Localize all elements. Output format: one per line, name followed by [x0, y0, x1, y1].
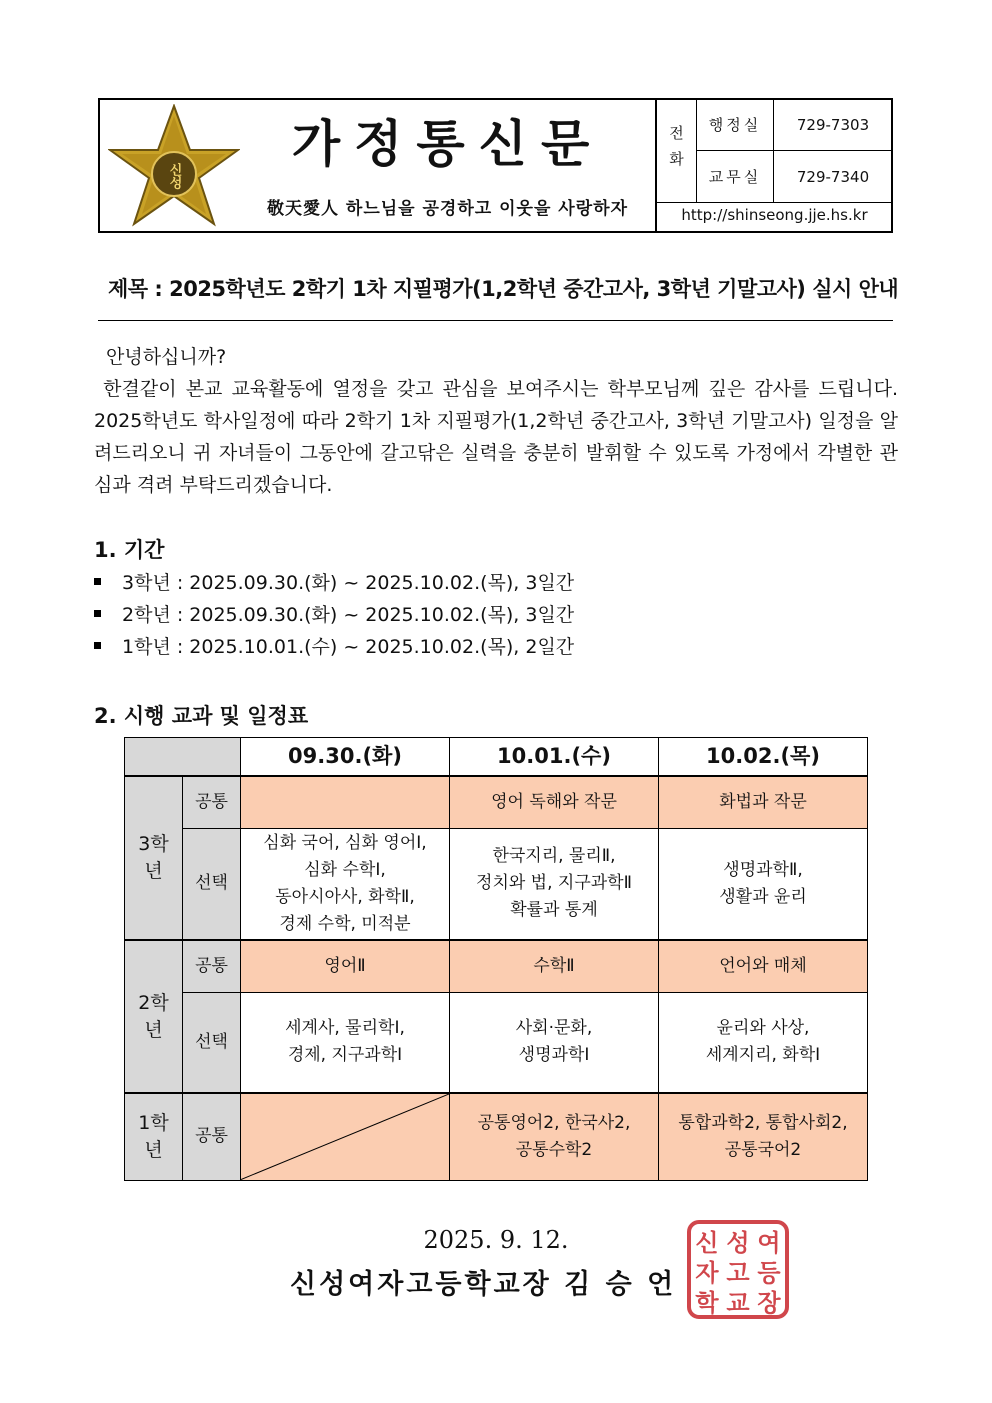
- diagonal-line-icon: [241, 1094, 449, 1180]
- issue-date: 2025. 9. 12.: [423, 1226, 569, 1254]
- svg-text:학: 학: [695, 1289, 719, 1317]
- phone-admin-office: 729-7303: [796, 116, 870, 134]
- bullet-icon: [94, 610, 101, 617]
- date-header: 09.30.(화): [241, 738, 450, 777]
- grade3-elective-cell: 심화 국어, 심화 영어Ⅰ, 심화 수학Ⅰ, 동아시아사, 화학Ⅱ, 경제 수학, 미적분: [241, 828, 450, 940]
- grade3-label: 3학 년: [125, 776, 183, 940]
- school-logo-star-icon: [108, 104, 240, 228]
- table-corner: [125, 738, 241, 777]
- dept-admin-office: 행정실: [708, 116, 762, 134]
- common-label: 공통: [183, 776, 241, 828]
- common-label: 공통: [183, 940, 241, 992]
- svg-text:신: 신: [695, 1229, 719, 1257]
- bullet-icon: [94, 578, 101, 585]
- svg-text:장: 장: [757, 1289, 781, 1317]
- grade2-label: 2학 년: [125, 940, 183, 1093]
- grade2-elective-cell: 사회·문화, 생명과학Ⅰ: [450, 992, 659, 1093]
- body-paragraph: 한결같이 본교 교육활동에 열정을 갖고 관심을 보여주시는 학부모님께 깊은 감사를 드립니다. 2025학년도 학사일정에 따라 2학기 1차 지필평가(1,2학년 중간고사, 3학년 기말고사) 일정을 알려드리오니 귀 자녀들이 그동안에 갈고닦은 실력을 충분히 발휘할 수 있도록 가정에서 각별한 관심과 격려 부탁드리겠습니다.: [94, 378, 898, 496]
- elective-label: 선택: [183, 992, 241, 1093]
- greeting: 안녕하십니까?: [106, 346, 227, 368]
- school-motto: 敬天愛人 하느님을 공경하고 이웃을 사랑하자: [266, 199, 628, 219]
- principal-signature: 신성여자고등학교장 김 승 언: [290, 1269, 677, 1300]
- dept-academic-office: 교무실: [708, 168, 762, 186]
- header-divider: [655, 202, 893, 203]
- schedule-table: [124, 737, 868, 1181]
- subject-rule: [98, 320, 893, 321]
- svg-text:교: 교: [726, 1289, 750, 1317]
- date-header: 10.01.(수): [450, 738, 659, 777]
- logo-text: 신성: [166, 163, 182, 189]
- grade3-elective-cell: 한국지리, 물리Ⅱ, 정치와 법, 지구과학Ⅱ 확률과 통계: [450, 828, 659, 940]
- grade2-common-cell: 언어와 매체: [659, 940, 868, 992]
- elective-label: 선택: [183, 828, 241, 940]
- svg-text:성: 성: [726, 1229, 750, 1257]
- official-seal-icon: [685, 1218, 791, 1321]
- grade2-common-cell: 수학Ⅱ: [450, 940, 659, 992]
- grade1-common-cell: 공통영어2, 한국사2, 공통수학2: [450, 1093, 659, 1180]
- school-url[interactable]: http://shinseong.jje.hs.kr: [681, 206, 868, 224]
- document-title: 가정통신문: [291, 114, 604, 173]
- grade3-common-cell: 화법과 작문: [659, 776, 868, 828]
- grade3-common-cell: [241, 776, 450, 828]
- grade2-elective-cell: 윤리와 사상, 세계지리, 화학Ⅰ: [659, 992, 868, 1093]
- grade1-label: 1학 년: [125, 1093, 183, 1180]
- svg-text:자: 자: [695, 1259, 719, 1287]
- date-header: 10.02.(목): [659, 738, 868, 777]
- section-period-title: 1. 기간: [94, 538, 165, 562]
- subject-line: 제목 : 2025학년도 2학기 1차 지필평가(1,2학년 중간고사, 3학년 기말고사) 실시 안내: [108, 277, 899, 301]
- bullet-icon: [94, 642, 101, 649]
- grade3-elective-cell: 생명과학Ⅱ, 생활과 윤리: [659, 828, 868, 940]
- svg-text:등: 등: [757, 1259, 781, 1287]
- svg-text:여: 여: [757, 1229, 781, 1257]
- period-item: 2학년 : 2025.09.30.(화) ~ 2025.10.02.(목), 3일간: [94, 600, 574, 627]
- grade2-elective-cell: 세계사, 물리학Ⅰ, 경제, 지구과학Ⅰ: [241, 992, 450, 1093]
- svg-text:고: 고: [726, 1259, 750, 1287]
- common-label: 공통: [183, 1093, 241, 1180]
- grade1-common-cell: 통합과학2, 통합사회2, 공통국어2: [659, 1093, 868, 1180]
- grade1-no-exam-cell: [241, 1093, 450, 1180]
- grade2-common-cell: 영어Ⅱ: [241, 940, 450, 992]
- phone-label: 전 화: [669, 124, 684, 168]
- header-divider: [696, 150, 892, 151]
- period-item: 3학년 : 2025.09.30.(화) ~ 2025.10.02.(목), 3일간: [94, 568, 574, 595]
- period-item: 1학년 : 2025.10.01.(수) ~ 2025.10.02.(목), 2일간: [94, 632, 574, 659]
- grade3-common-cell: 영어 독해와 작문: [450, 776, 659, 828]
- phone-academic-office: 729-7340: [796, 168, 870, 186]
- section-schedule-title: 2. 시행 교과 및 일정표: [94, 704, 309, 728]
